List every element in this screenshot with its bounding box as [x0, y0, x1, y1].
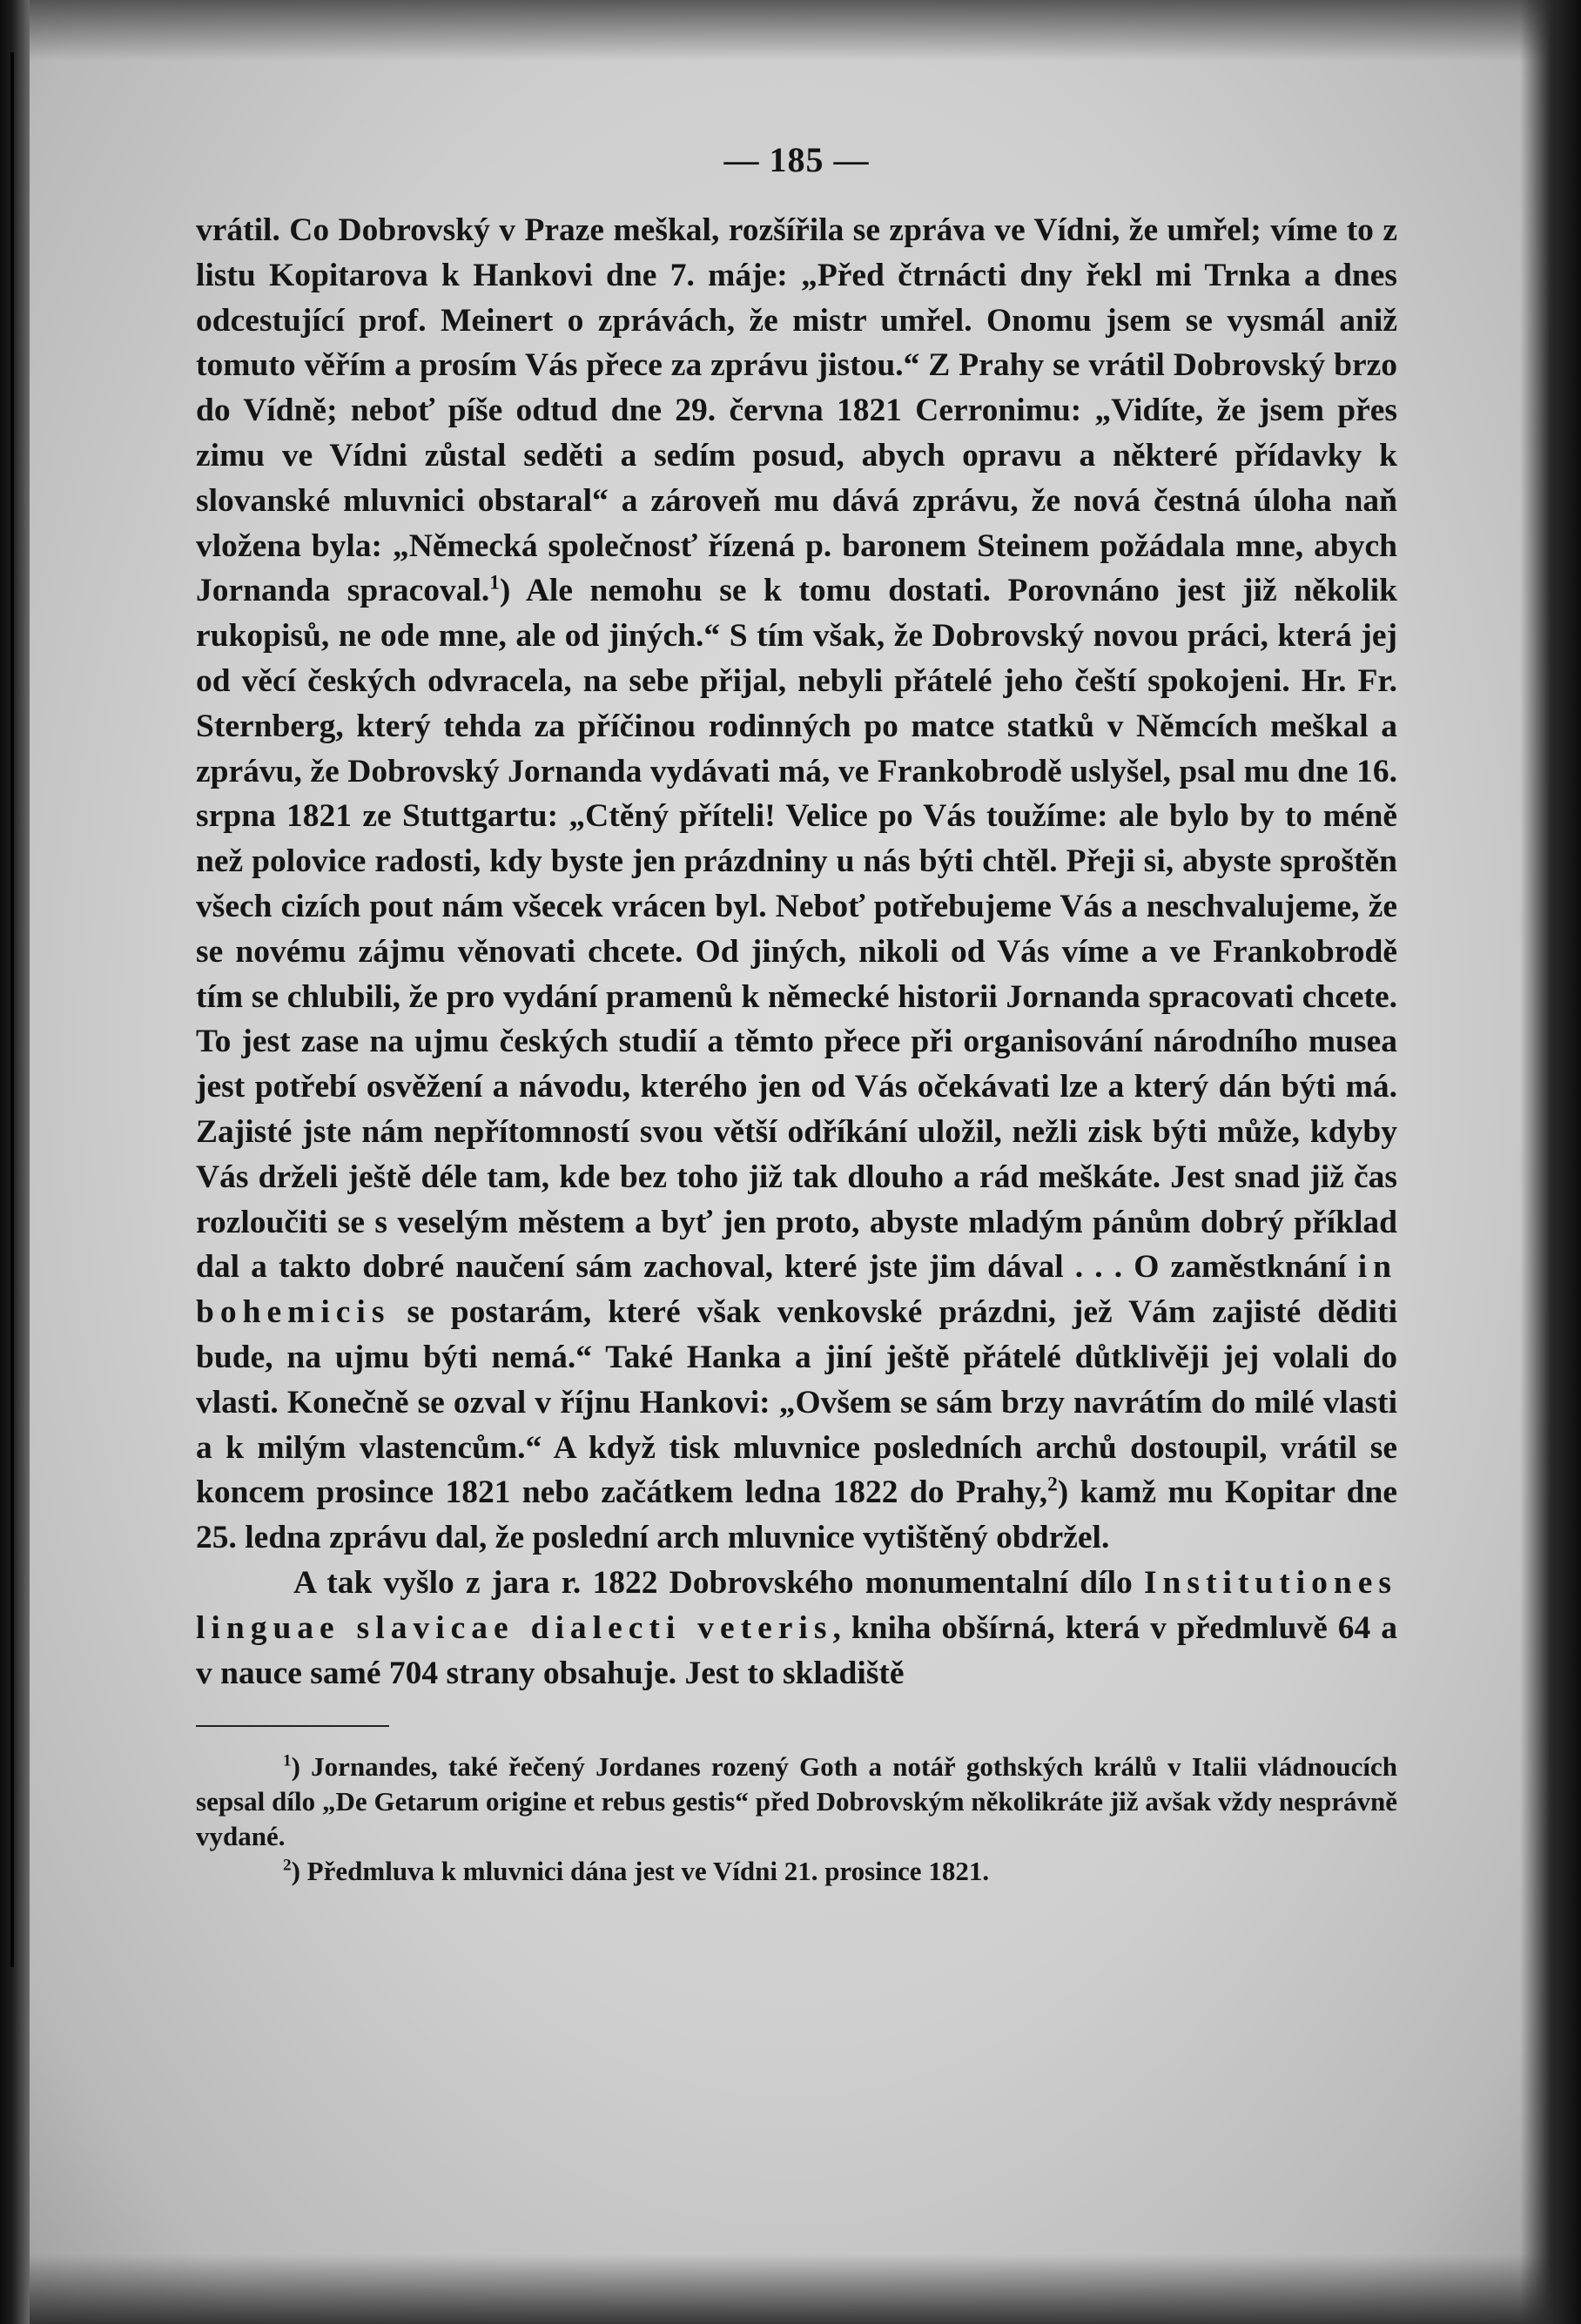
text-run: vrátil. Co Dobrovský v Praze meškal, rozšířila se zpráva ve Vídni, že umřel; víme to z listu Kopitarova k Hankovi dne 7. máje: „Před čtrnácti dny řekl mi Trnka a dnes odcestující prof. Meinert o zprávách, že mistr umřel. Onomu jsem se vysmál aniž tomuto věřím a prosím Vás přece za zprávu jistou.“ Z Prahy se vrátil Dobrovský brzo do Vídně; neboť píše odtud dne 29. června 1821 Cerronimu: „Vidíte, že jsem přes zimu ve Vídni zůstal seděti a sedím posud, abych opravu a některé přídavky k slovanské mluvnici obstaral“ a zároveň mu dává zprávu, že nová čestná úloha naň vložena byla: „Německá společnosť řízená p. baronem Steinem požádala mne, abych Jornanda spracoval.: [196, 212, 1397, 609]
binding-edge-line: [10, 52, 14, 1967]
footnote-ref-2: 2: [1047, 1473, 1058, 1496]
footnote-ref-1: 1: [489, 571, 500, 594]
scan-shadow-right: [1520, 0, 1581, 2324]
footnote-1: [196, 1750, 1397, 1854]
paragraph-2: [196, 1561, 1397, 1696]
scan-shadow-left: [0, 0, 30, 2324]
footnotes: [196, 1750, 1397, 1889]
page-content: [196, 139, 1397, 1889]
footnote-divider: [196, 1725, 389, 1727]
footnote-text: ) Předmluva k mluvnici dána jest ve Vídni 21. prosince 1821.: [291, 1856, 990, 1887]
spaced-emphasis: in bohemicis: [196, 1249, 1397, 1331]
text-run: ) kamž mu Kopitar dne 25. ledna zprávu dal, že poslední arch mluvnice vytištěný obdržel.: [196, 1474, 1397, 1556]
footnote-2: [196, 1854, 1397, 1889]
scan-shadow-top: [0, 0, 1581, 61]
footnote-mark-1: 1: [283, 1751, 292, 1770]
text-run: ) Ale nemohu se k tomu dostati. Porovnáno jest již několik rukopisů, ne ode mne, ale od jiných.“ S tím však, že Dobrovský novou práci, která jej od věcí českých odvracela, na sebe přijal, nebyli přátelé jeho čeští spokojeni. Hr. Fr. Sternberg, který tehda za příčinou rodinných po matce statků v Němcích meškal a zprávu, že Dobrovský Jornanda vydávati má, ve Frankobrodě uslyšel, psal mu dne 16. srpna 1821 ze Stuttgartu: „Ctěný příteli! Velice po Vás toužíme: ale bylo by to méně než polovice radosti, kdy byste jen prázdniny u nás býti chtěl. Přeji si, abyste sproštěn všech cizích pout nám všecek vrácen byl. Neboť potřebujeme Vás a neschvalujeme, že se novému zájmu věnovati chcete. Od jiných, nikoli od Vás víme a ve Frankobrodě tím se chlubili, že pro vydání pramenů k německé historii Jornanda spracovati chcete. To jest zase na ujmu českých studií a těmto přece při organisování národního musea jest potřebí osvěžení a návodu, kterého jen od Vás očekávati lze a který dán býti má. Zajisté jste nám nepřítomností svou větší odříkání uložil, nežli zisk býti může, kdyby Vás drželi ještě déle tam, kde bez toho již tak dlouho a rád meškáte. Jest snad již čas rozloučiti se s veselým městem a byť jen proto, abyste mladým pánům dobrý příklad dal a takto dobré naučení sám zachoval, které jste jim dával . . . O zaměstknání: [196, 573, 1397, 1286]
footnote-mark-2: 2: [283, 1856, 292, 1875]
text-run: , kniha obšírná, která v předmluvě 64 a v nauce samé 704 strany obsahuje. Jest to skladiště: [196, 1609, 1397, 1691]
text-run: A tak vyšlo z jara r. 1822 Dobrovského monumentalní dílo: [293, 1564, 1144, 1601]
paragraph-1: [196, 208, 1397, 1561]
scan-shadow-bottom: [0, 2254, 1581, 2324]
spaced-title: Institutiones linguae slavicae dialecti veteris: [196, 1564, 1397, 1646]
body-text: [196, 208, 1397, 1696]
footnote-text: ) Jornandes, také řečený Jordanes rozený Goth a notář gothských králů v Italii vládnoucích sepsal dílo „De Getarum origine et rebus gestis“ před Dobrovským několikráte již avšak vždy nesprávně vydané.: [196, 1751, 1397, 1852]
page-number: — 185 —: [723, 140, 870, 179]
text-run: se postarám, které však venkovské prázdni, jež Vám zajisté děditi bude, na ujmu býti nemá.“ Také Hanka a jiní ještě přátelé důtklivěji jej volali do vlasti. Konečně se ozval v říjnu Hankovi: „Ovšem se sám brzy navrátím do milé vlasti a k milým vlastencům.“ A když tisk mluvnice posledních archů dostoupil, vrátil se koncem prosince 1821 nebo začátkem ledna 1822 do Prahy,: [196, 1294, 1397, 1511]
